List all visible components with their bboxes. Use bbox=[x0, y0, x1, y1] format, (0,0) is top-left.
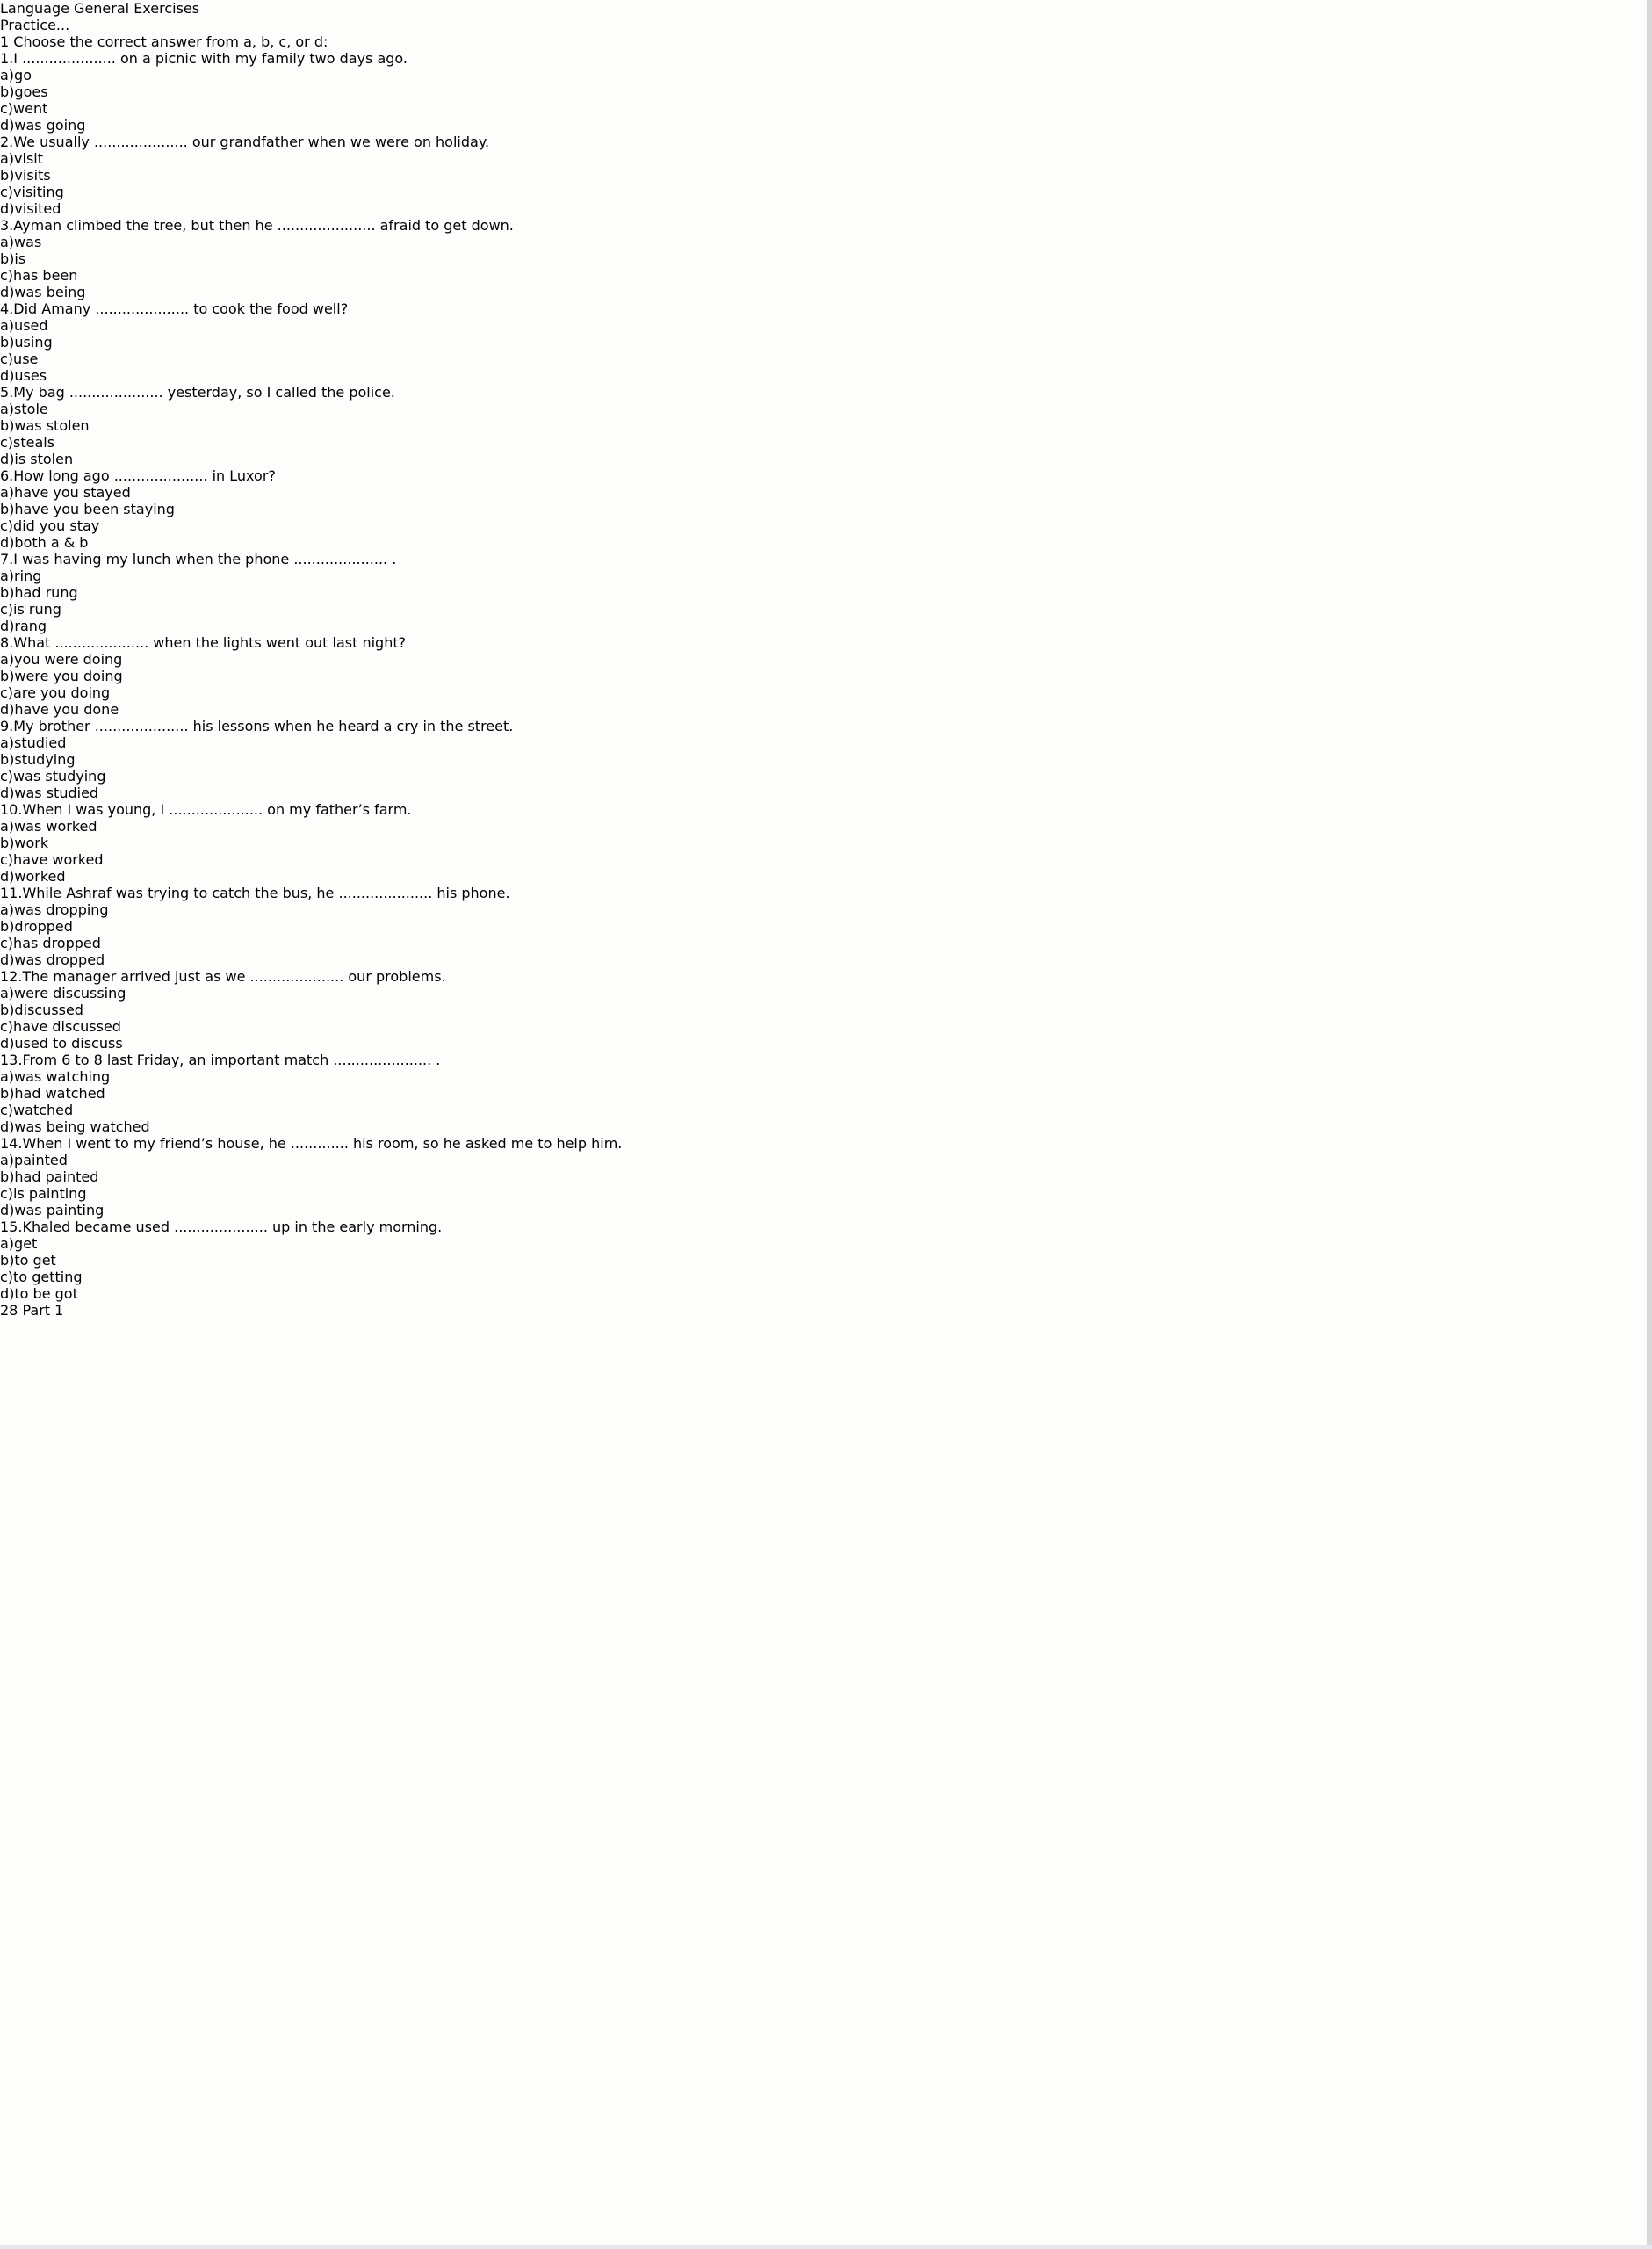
question-line bbox=[0, 134, 1652, 150]
option-text: are you doing bbox=[13, 684, 111, 701]
option-d bbox=[0, 451, 1652, 467]
option-b bbox=[0, 584, 1652, 601]
question-text: My brother ..................... his lessons when he heard a cry in the street. bbox=[13, 718, 514, 734]
option-text: was going bbox=[14, 117, 86, 134]
option-letter: b) bbox=[0, 334, 15, 351]
option-text: has been bbox=[13, 267, 78, 284]
question-9 bbox=[0, 718, 1652, 801]
option-letter: d) bbox=[0, 534, 15, 551]
exercise-instruction: Choose the correct answer from a, b, c, or d: bbox=[13, 33, 328, 50]
option-letter: a) bbox=[0, 401, 15, 417]
option-letter: a) bbox=[0, 985, 15, 1002]
option-d bbox=[0, 868, 1652, 885]
option-text: was worked bbox=[14, 818, 97, 835]
option-c bbox=[0, 267, 1652, 284]
option-text: have you stayed bbox=[14, 484, 131, 501]
exercise-content bbox=[0, 33, 1652, 1302]
option-text: painted bbox=[14, 1152, 68, 1168]
options-row bbox=[0, 901, 1652, 968]
option-letter: d) bbox=[0, 1285, 15, 1302]
question-13 bbox=[0, 1052, 1652, 1135]
question-number: 12. bbox=[0, 968, 23, 985]
option-text: you were doing bbox=[14, 651, 123, 668]
page-number: 28 bbox=[0, 1302, 18, 1319]
option-d bbox=[0, 1285, 1652, 1302]
option-text: was painting bbox=[14, 1202, 105, 1219]
question-line bbox=[0, 968, 1652, 985]
option-d bbox=[0, 951, 1652, 968]
option-a bbox=[0, 651, 1652, 668]
scan-edge-bottom bbox=[0, 2245, 1652, 2249]
option-text: have discussed bbox=[13, 1018, 121, 1035]
option-b bbox=[0, 918, 1652, 935]
question-line bbox=[0, 1052, 1652, 1068]
option-text: was being bbox=[14, 284, 86, 300]
option-b bbox=[0, 250, 1652, 267]
option-text: used to discuss bbox=[14, 1035, 123, 1052]
option-letter: b) bbox=[0, 417, 15, 434]
option-text: studied bbox=[14, 734, 67, 751]
options-row bbox=[0, 317, 1652, 384]
option-letter: c) bbox=[0, 1269, 14, 1285]
option-letter: a) bbox=[0, 818, 15, 835]
questions bbox=[0, 50, 1652, 1302]
question-7 bbox=[0, 551, 1652, 634]
option-letter: d) bbox=[0, 117, 15, 134]
option-c bbox=[0, 601, 1652, 618]
option-text: uses bbox=[14, 367, 47, 384]
options-row bbox=[0, 985, 1652, 1052]
option-letter: a) bbox=[0, 67, 15, 83]
question-text: From 6 to 8 last Friday, an important match ...................... . bbox=[22, 1052, 441, 1068]
exercise-header bbox=[0, 33, 1652, 50]
question-text: Ayman climbed the tree, but then he ...................... afraid to get down. bbox=[13, 217, 514, 234]
option-text: visiting bbox=[13, 184, 64, 200]
question-text: How long ago ..................... in Luxor? bbox=[13, 467, 276, 484]
option-text: went bbox=[13, 100, 48, 117]
option-text: watched bbox=[13, 1102, 74, 1118]
question-text: When I went to my friend’s house, he ............. his room, so he asked me to help him. bbox=[22, 1135, 623, 1152]
option-text: is stolen bbox=[14, 451, 74, 467]
question-line bbox=[0, 217, 1652, 234]
question-line bbox=[0, 885, 1652, 901]
option-letter: c) bbox=[0, 684, 14, 701]
option-letter: c) bbox=[0, 434, 14, 451]
option-letter: a) bbox=[0, 150, 15, 167]
options-row bbox=[0, 734, 1652, 801]
option-text: has dropped bbox=[13, 935, 101, 951]
question-8 bbox=[0, 634, 1652, 718]
option-text: to getting bbox=[13, 1269, 83, 1285]
options-row bbox=[0, 651, 1652, 718]
option-c bbox=[0, 1018, 1652, 1035]
option-letter: b) bbox=[0, 250, 15, 267]
option-letter: a) bbox=[0, 734, 15, 751]
option-letter: c) bbox=[0, 935, 14, 951]
question-number: 10. bbox=[0, 801, 23, 818]
option-text: have you been staying bbox=[14, 501, 175, 517]
option-text: goes bbox=[14, 83, 48, 100]
option-text: worked bbox=[14, 868, 66, 885]
question-line bbox=[0, 467, 1652, 484]
option-text: studying bbox=[14, 751, 76, 768]
option-letter: b) bbox=[0, 835, 15, 851]
option-b bbox=[0, 751, 1652, 768]
option-text: was being watched bbox=[14, 1118, 150, 1135]
option-letter: c) bbox=[0, 851, 14, 868]
question-text: What ..................... when the lights went out last night? bbox=[13, 634, 407, 651]
option-text: ring bbox=[14, 568, 42, 584]
option-letter: b) bbox=[0, 751, 15, 768]
option-text: visit bbox=[14, 150, 44, 167]
option-letter: d) bbox=[0, 1202, 15, 1219]
question-number: 15. bbox=[0, 1219, 23, 1235]
option-text: get bbox=[14, 1235, 38, 1252]
option-letter: d) bbox=[0, 451, 15, 467]
question-text: My bag ..................... yesterday, so I called the police. bbox=[13, 384, 395, 401]
option-d bbox=[0, 618, 1652, 634]
option-b bbox=[0, 1252, 1652, 1269]
option-letter: a) bbox=[0, 901, 15, 918]
option-a bbox=[0, 985, 1652, 1002]
question-number: 11. bbox=[0, 885, 23, 901]
option-letter: d) bbox=[0, 951, 15, 968]
practice-label: Practice... bbox=[0, 17, 70, 33]
option-letter: a) bbox=[0, 484, 15, 501]
question-number: 14. bbox=[0, 1135, 23, 1152]
question-line bbox=[0, 1219, 1652, 1235]
question-14 bbox=[0, 1135, 1652, 1219]
option-letter: a) bbox=[0, 1068, 15, 1085]
option-a bbox=[0, 401, 1652, 417]
option-c bbox=[0, 935, 1652, 951]
option-text: have you done bbox=[14, 701, 119, 718]
title-banner bbox=[0, 0, 1652, 17]
exercise-number-badge: 1 bbox=[0, 33, 10, 50]
option-text: used bbox=[14, 317, 48, 334]
option-letter: d) bbox=[0, 868, 15, 885]
option-letter: d) bbox=[0, 785, 15, 801]
option-c bbox=[0, 100, 1652, 117]
option-letter: c) bbox=[0, 1185, 14, 1202]
option-text: stole bbox=[14, 401, 48, 417]
option-text: was studying bbox=[13, 768, 106, 785]
question-line bbox=[0, 801, 1652, 818]
question-number: 9. bbox=[0, 718, 14, 734]
option-b bbox=[0, 334, 1652, 351]
option-c bbox=[0, 517, 1652, 534]
option-letter: c) bbox=[0, 768, 14, 785]
option-letter: b) bbox=[0, 584, 15, 601]
option-text: steals bbox=[13, 434, 55, 451]
option-a bbox=[0, 1235, 1652, 1252]
option-text: visits bbox=[14, 167, 51, 184]
options-row bbox=[0, 568, 1652, 634]
question-text: The manager arrived just as we ..................... our problems. bbox=[22, 968, 446, 985]
option-letter: b) bbox=[0, 167, 15, 184]
option-text: to get bbox=[14, 1252, 56, 1269]
option-text: to be got bbox=[14, 1285, 78, 1302]
question-number: 2. bbox=[0, 134, 14, 150]
option-c bbox=[0, 684, 1652, 701]
option-b bbox=[0, 83, 1652, 100]
option-letter: c) bbox=[0, 1018, 14, 1035]
option-b bbox=[0, 1085, 1652, 1102]
option-c bbox=[0, 184, 1652, 200]
option-d bbox=[0, 117, 1652, 134]
options-row bbox=[0, 150, 1652, 217]
option-b bbox=[0, 668, 1652, 684]
question-4 bbox=[0, 300, 1652, 384]
option-text: was watching bbox=[14, 1068, 111, 1085]
option-text: had painted bbox=[14, 1168, 99, 1185]
option-letter: c) bbox=[0, 184, 14, 200]
option-letter: b) bbox=[0, 1252, 15, 1269]
question-line bbox=[0, 718, 1652, 734]
option-d bbox=[0, 534, 1652, 551]
option-d bbox=[0, 367, 1652, 384]
option-c bbox=[0, 851, 1652, 868]
option-d bbox=[0, 785, 1652, 801]
option-text: was studied bbox=[14, 785, 99, 801]
option-text: did you stay bbox=[13, 517, 100, 534]
option-d bbox=[0, 1118, 1652, 1135]
option-c bbox=[0, 1269, 1652, 1285]
option-letter: b) bbox=[0, 1002, 15, 1018]
option-text: had rung bbox=[14, 584, 78, 601]
question-12 bbox=[0, 968, 1652, 1052]
option-b bbox=[0, 1002, 1652, 1018]
option-b bbox=[0, 167, 1652, 184]
option-letter: b) bbox=[0, 501, 15, 517]
option-letter: b) bbox=[0, 918, 15, 935]
option-letter: a) bbox=[0, 651, 15, 668]
question-11 bbox=[0, 885, 1652, 968]
option-letter: d) bbox=[0, 1035, 15, 1052]
option-a bbox=[0, 484, 1652, 501]
page-title: Language General Exercises bbox=[0, 0, 200, 17]
option-text: were discussing bbox=[14, 985, 126, 1002]
question-line bbox=[0, 50, 1652, 67]
option-letter: b) bbox=[0, 1168, 15, 1185]
option-letter: d) bbox=[0, 200, 15, 217]
option-letter: c) bbox=[0, 517, 14, 534]
question-line bbox=[0, 551, 1652, 568]
option-text: had watched bbox=[14, 1085, 105, 1102]
option-c bbox=[0, 768, 1652, 785]
option-a bbox=[0, 1152, 1652, 1168]
options-row bbox=[0, 67, 1652, 134]
option-letter: d) bbox=[0, 367, 15, 384]
option-letter: b) bbox=[0, 83, 15, 100]
question-text: I ..................... on a picnic with my family two days ago. bbox=[13, 50, 408, 67]
option-b bbox=[0, 835, 1652, 851]
option-text: visited bbox=[14, 200, 61, 217]
option-text: go bbox=[14, 67, 32, 83]
option-text: was dropped bbox=[14, 951, 105, 968]
option-text: were you doing bbox=[14, 668, 123, 684]
option-text: have worked bbox=[13, 851, 104, 868]
option-text: is rung bbox=[13, 601, 61, 618]
option-text: using bbox=[14, 334, 53, 351]
option-letter: a) bbox=[0, 568, 15, 584]
option-letter: a) bbox=[0, 317, 15, 334]
option-text: is bbox=[14, 250, 26, 267]
question-number: 5. bbox=[0, 384, 14, 401]
page-footer bbox=[0, 1302, 1652, 1319]
option-text: is painting bbox=[13, 1185, 87, 1202]
question-text: Did Amany ..................... to cook the food well? bbox=[13, 300, 349, 317]
options-row bbox=[0, 1152, 1652, 1219]
question-text: Khaled became used ..................... up in the early morning. bbox=[22, 1219, 443, 1235]
option-a bbox=[0, 317, 1652, 334]
option-text: was bbox=[14, 234, 42, 250]
question-3 bbox=[0, 217, 1652, 300]
option-d bbox=[0, 701, 1652, 718]
question-number: 3. bbox=[0, 217, 14, 234]
option-text: dropped bbox=[14, 918, 73, 935]
option-letter: d) bbox=[0, 701, 15, 718]
option-d bbox=[0, 284, 1652, 300]
question-line bbox=[0, 384, 1652, 401]
question-5 bbox=[0, 384, 1652, 467]
question-number: 8. bbox=[0, 634, 14, 651]
option-a bbox=[0, 568, 1652, 584]
question-text: I was having my lunch when the phone ..................... . bbox=[13, 551, 397, 568]
question-2 bbox=[0, 134, 1652, 217]
option-letter: c) bbox=[0, 1102, 14, 1118]
question-line bbox=[0, 634, 1652, 651]
option-a bbox=[0, 818, 1652, 835]
option-c bbox=[0, 351, 1652, 367]
option-letter: a) bbox=[0, 1235, 15, 1252]
question-1 bbox=[0, 50, 1652, 134]
option-b bbox=[0, 501, 1652, 517]
part-label: Part 1 bbox=[22, 1302, 64, 1319]
options-row bbox=[0, 401, 1652, 467]
option-d bbox=[0, 1202, 1652, 1219]
question-text: We usually ..................... our grandfather when we were on holiday. bbox=[13, 134, 490, 150]
option-text: discussed bbox=[14, 1002, 83, 1018]
question-line bbox=[0, 300, 1652, 317]
question-10 bbox=[0, 801, 1652, 885]
option-letter: c) bbox=[0, 267, 14, 284]
option-text: work bbox=[14, 835, 49, 851]
question-number: 4. bbox=[0, 300, 14, 317]
question-line bbox=[0, 1135, 1652, 1152]
option-c bbox=[0, 1102, 1652, 1118]
option-letter: b) bbox=[0, 1085, 15, 1102]
option-letter: c) bbox=[0, 100, 14, 117]
option-a bbox=[0, 150, 1652, 167]
option-c bbox=[0, 434, 1652, 451]
option-text: was stolen bbox=[14, 417, 90, 434]
option-letter: b) bbox=[0, 668, 15, 684]
option-d bbox=[0, 200, 1652, 217]
question-number: 7. bbox=[0, 551, 14, 568]
option-letter: d) bbox=[0, 1118, 15, 1135]
options-row bbox=[0, 1068, 1652, 1135]
option-b bbox=[0, 1168, 1652, 1185]
question-15 bbox=[0, 1219, 1652, 1302]
option-d bbox=[0, 1035, 1652, 1052]
options-row bbox=[0, 1235, 1652, 1302]
options-row bbox=[0, 234, 1652, 300]
options-row bbox=[0, 818, 1652, 885]
option-letter: d) bbox=[0, 618, 15, 634]
option-letter: a) bbox=[0, 234, 15, 250]
scan-edge-right bbox=[1647, 0, 1652, 2249]
option-text: use bbox=[13, 351, 39, 367]
question-text: When I was young, I ..................... on my father’s farm. bbox=[22, 801, 412, 818]
option-letter: d) bbox=[0, 284, 15, 300]
option-text: both a & b bbox=[14, 534, 89, 551]
option-letter: c) bbox=[0, 601, 14, 618]
option-a bbox=[0, 901, 1652, 918]
option-text: was dropping bbox=[14, 901, 109, 918]
practice-banner bbox=[0, 17, 1652, 33]
option-c bbox=[0, 1185, 1652, 1202]
question-6 bbox=[0, 467, 1652, 551]
option-a bbox=[0, 734, 1652, 751]
options-row bbox=[0, 484, 1652, 551]
question-number: 1. bbox=[0, 50, 14, 67]
option-b bbox=[0, 417, 1652, 434]
option-letter: a) bbox=[0, 1152, 15, 1168]
option-a bbox=[0, 67, 1652, 83]
option-text: rang bbox=[14, 618, 47, 634]
question-text: While Ashraf was trying to catch the bus, he ..................... his phone. bbox=[22, 885, 510, 901]
option-letter: c) bbox=[0, 351, 14, 367]
question-number: 13. bbox=[0, 1052, 23, 1068]
option-a bbox=[0, 1068, 1652, 1085]
option-a bbox=[0, 234, 1652, 250]
question-number: 6. bbox=[0, 467, 14, 484]
